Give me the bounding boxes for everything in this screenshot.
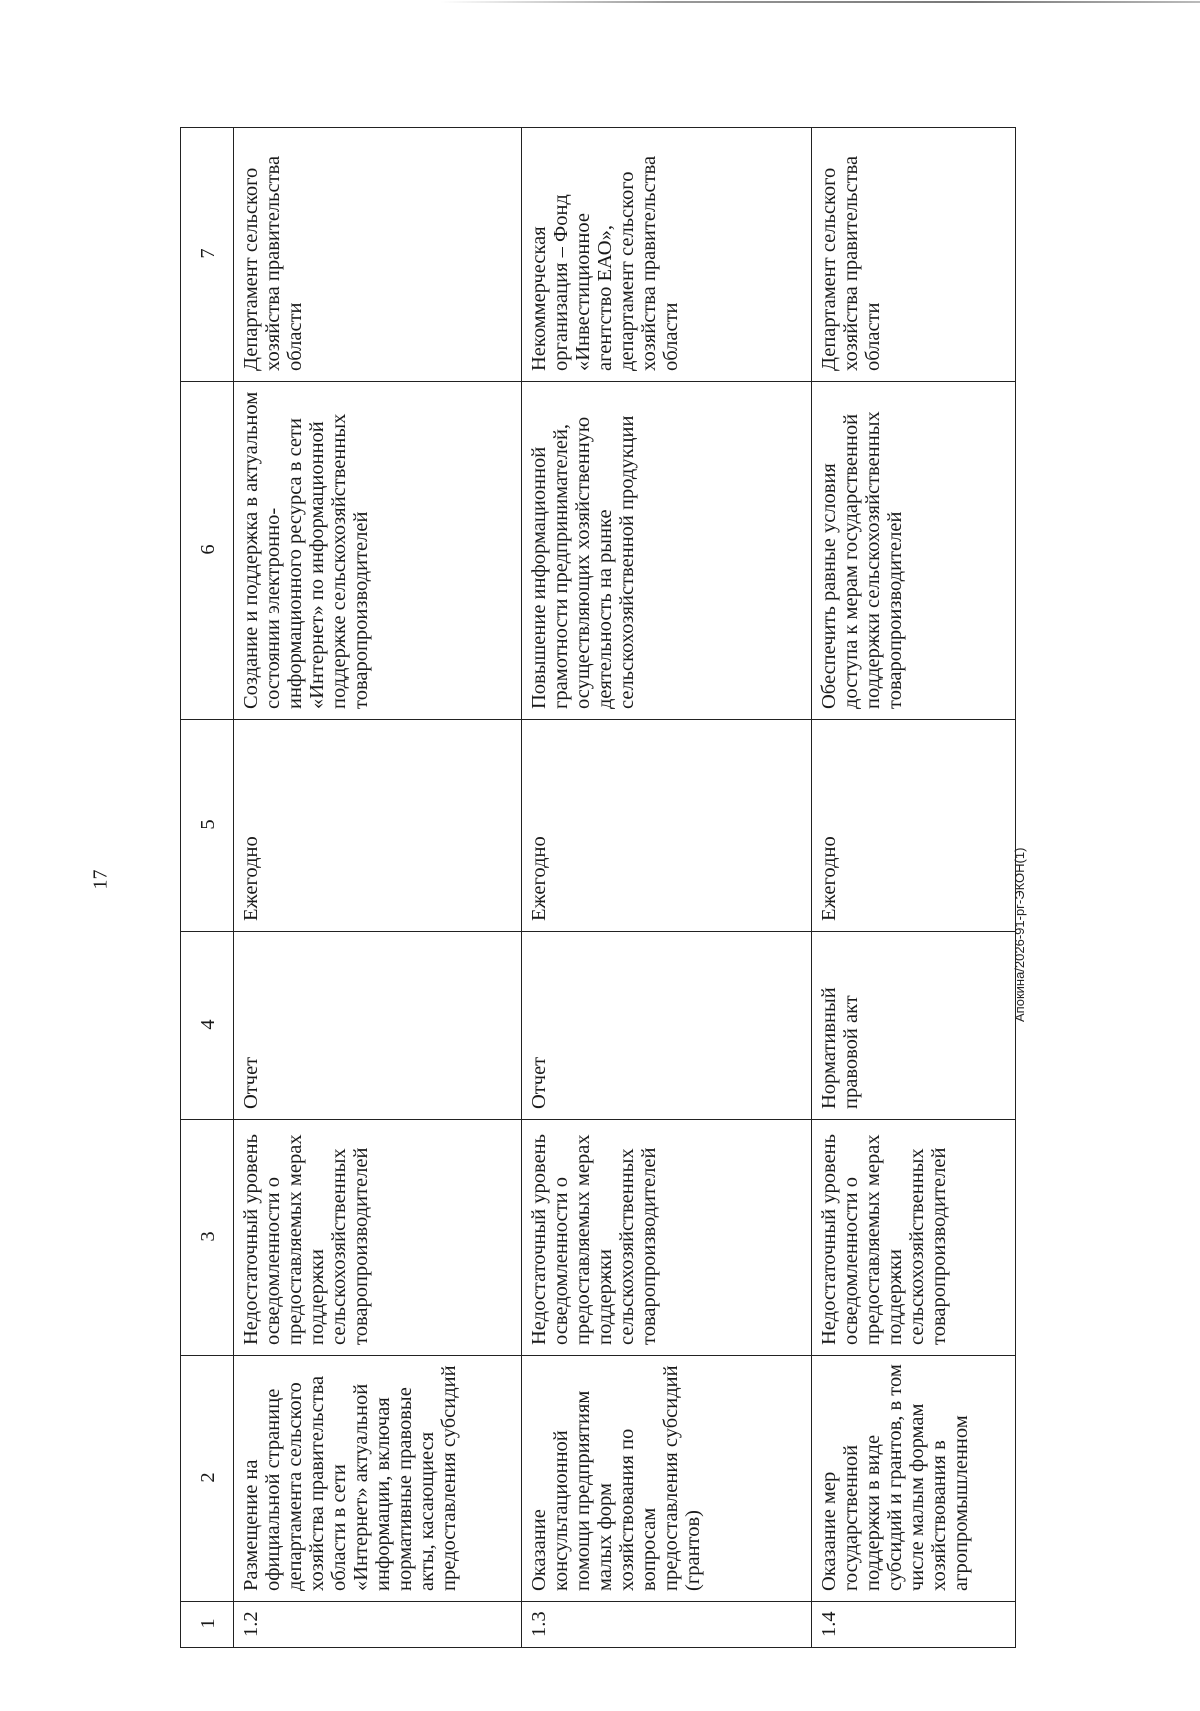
measure-cell: Оказание мер государственной поддержки в виде субсидий и грантов, в том числе малым формам хозяйствования в агропромышленном: [812, 1356, 1016, 1602]
measure-cell: Размещение на официальной странице департамента сельского хозяйства правительства области в сети «Интернет» актуальной информации, включая нормативные правовые акты, касающиеся предоставления субсидий: [234, 1356, 522, 1602]
problem-cell: Недостаточный уровень осведомленности о предоставляемых мерах поддержки сельскохозяйственных товаропроизводителей: [234, 1120, 522, 1356]
term-cell: Ежегодно: [234, 720, 522, 932]
header-row: [181, 128, 234, 1648]
executor-cell: Департамент сельского хозяйства правительства области: [234, 128, 522, 382]
row-number: 1.2: [234, 1602, 522, 1648]
header-cell-4: 4: [181, 932, 234, 1120]
header-cell-1: 1: [181, 1602, 234, 1648]
header-cell-2: 2: [181, 1356, 234, 1602]
rotated-table-wrapper: [180, 128, 1050, 1648]
result-cell: Создание и поддержка в актуальном состоянии электронно-информационного ресурса в сети «Интернет» по информационной поддержке сельскохозяйственных товаропроизводителей: [234, 382, 522, 720]
executor-cell: Департамент сельского хозяйства правительства области: [812, 128, 1016, 382]
problem-cell: Недостаточный уровень осведомленности о предоставляемых мерах поддержки сельскохозяйственных товаропроизводителей: [522, 1120, 812, 1356]
problem-cell: Недостаточный уровень осведомленности о предоставляемых мерах поддержки сельскохозяйственных товаропроизводителей: [812, 1120, 1016, 1356]
measure-cell: Оказание консультационной помощи предприятиям малых форм хозяйствования по вопросам предоставления субсидий (грантов): [522, 1356, 812, 1602]
row-number: 1.4: [812, 1602, 1016, 1648]
table-row: [522, 128, 812, 1648]
term-cell: Ежегодно: [522, 720, 812, 932]
page-number: 17: [89, 869, 112, 890]
result-cell: Повышение информационной грамотности предпринимателей, осуществляющих хозяйственную деятельность на рынке сельскохозяйственной продукции: [522, 382, 812, 720]
header-cell-3: 3: [181, 1120, 234, 1356]
document-cell: Отчет: [234, 932, 522, 1120]
row-number: 1.3: [522, 1602, 812, 1648]
measures-table: [180, 127, 1016, 1648]
document-code: Апокина/2026-91-рг-ЭКОН(1): [1012, 847, 1027, 1022]
document-cell: Отчет: [522, 932, 812, 1120]
header-cell-7: 7: [181, 128, 234, 382]
table-row: [234, 128, 522, 1648]
executor-cell: Некоммерческая организация – Фонд «Инвестиционное агентство ЕАО», департамент сельского хозяйства правительства области: [522, 128, 812, 382]
table-row: [812, 128, 1016, 1648]
document-cell: Нормативный правовой акт: [812, 932, 1016, 1120]
header-cell-5: 5: [181, 720, 234, 932]
term-cell: Ежегодно: [812, 720, 1016, 932]
scan-edge-line: [440, 1, 1200, 3]
result-cell: Обеспечить равные условия доступа к мерам государственной поддержки сельскохозяйственных товаропроизводителей: [812, 382, 1016, 720]
header-cell-6: 6: [181, 382, 234, 720]
